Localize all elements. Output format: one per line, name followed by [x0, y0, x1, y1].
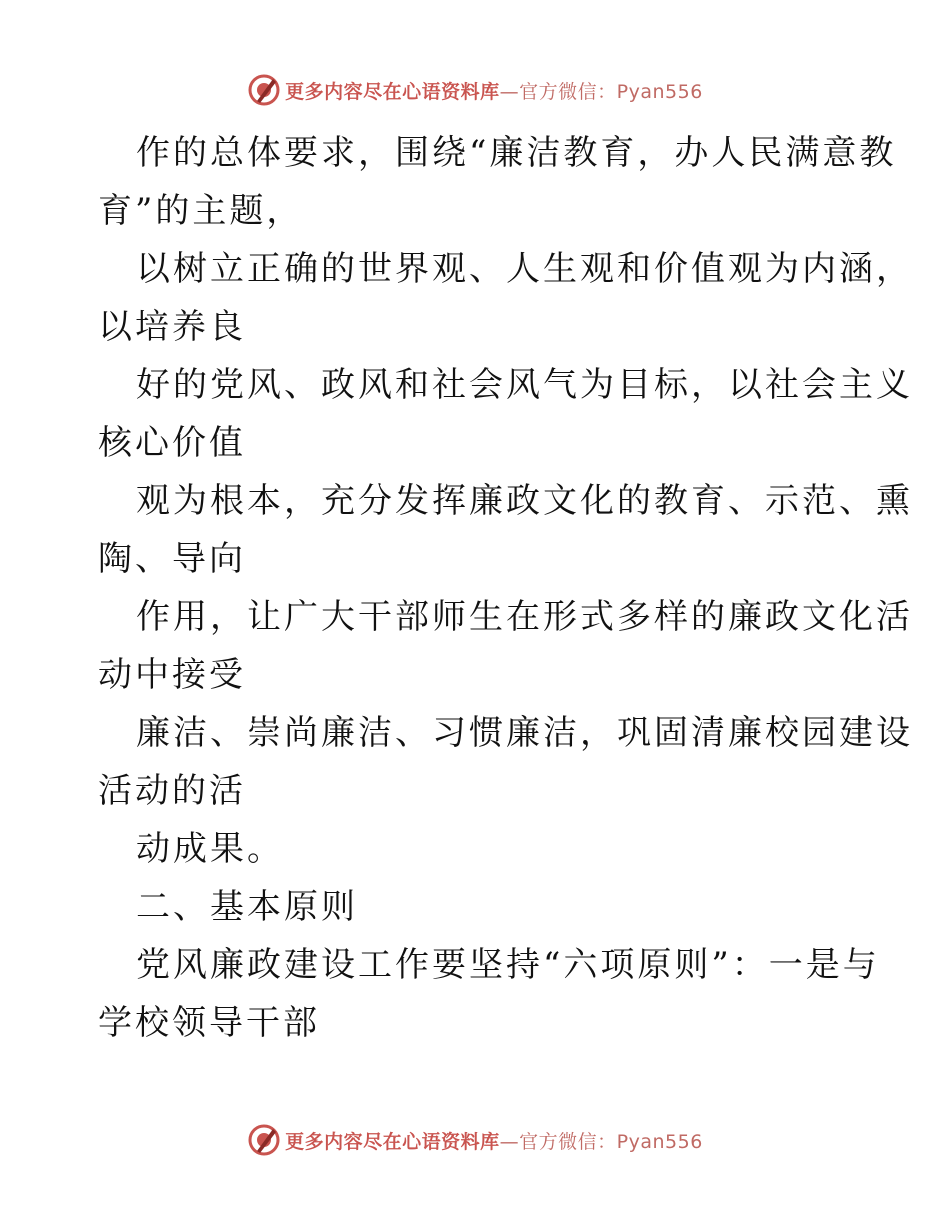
text-line: 活动的活: [98, 771, 246, 811]
text-line: 育”的主题，: [98, 191, 304, 231]
text-line: 陶、导向: [98, 539, 246, 579]
text-line: 作用，让广大干部师生在形式多样的廉政文化活: [136, 597, 913, 637]
header-watermark: [0, 70, 950, 110]
watermark-contact: —官方微信：Pyan556: [499, 80, 703, 103]
text-line: 作的总体要求，围绕“廉洁教育，办人民满意教: [136, 133, 897, 173]
watermark-text: [285, 77, 703, 104]
text-line: 以培养良: [98, 307, 246, 347]
pen-logo-icon: [247, 1123, 281, 1157]
text-line: 廉洁、崇尚廉洁、习惯廉洁，巩固清廉校园建设: [136, 713, 913, 753]
watermark-brand: 更多内容尽在心语资料库: [285, 80, 500, 103]
text-line: 观为根本，充分发挥廉政文化的教育、示范、熏: [136, 481, 913, 521]
watermark-text: [285, 1127, 703, 1154]
text-line: 党风廉政建设工作要坚持“六项原则”：一是与: [136, 945, 880, 985]
watermark-contact: —官方微信：Pyan556: [499, 1130, 703, 1153]
text-line: 好的党风、政风和社会风气为目标，以社会主义: [136, 365, 913, 405]
text-line: 动成果。: [136, 829, 284, 869]
text-line: 动中接受: [98, 655, 246, 695]
text-line: 核心价值: [98, 423, 246, 463]
document-body: [98, 124, 913, 1052]
text-line: 以树立正确的世界观、人生观和价值观为内涵，: [136, 249, 913, 289]
text-line: 学校领导干部: [98, 1003, 320, 1043]
text-line: 二、基本原则: [136, 887, 358, 927]
watermark-brand: 更多内容尽在心语资料库: [285, 1130, 500, 1153]
pen-logo-icon: [247, 73, 281, 107]
footer-watermark: [0, 1120, 950, 1160]
